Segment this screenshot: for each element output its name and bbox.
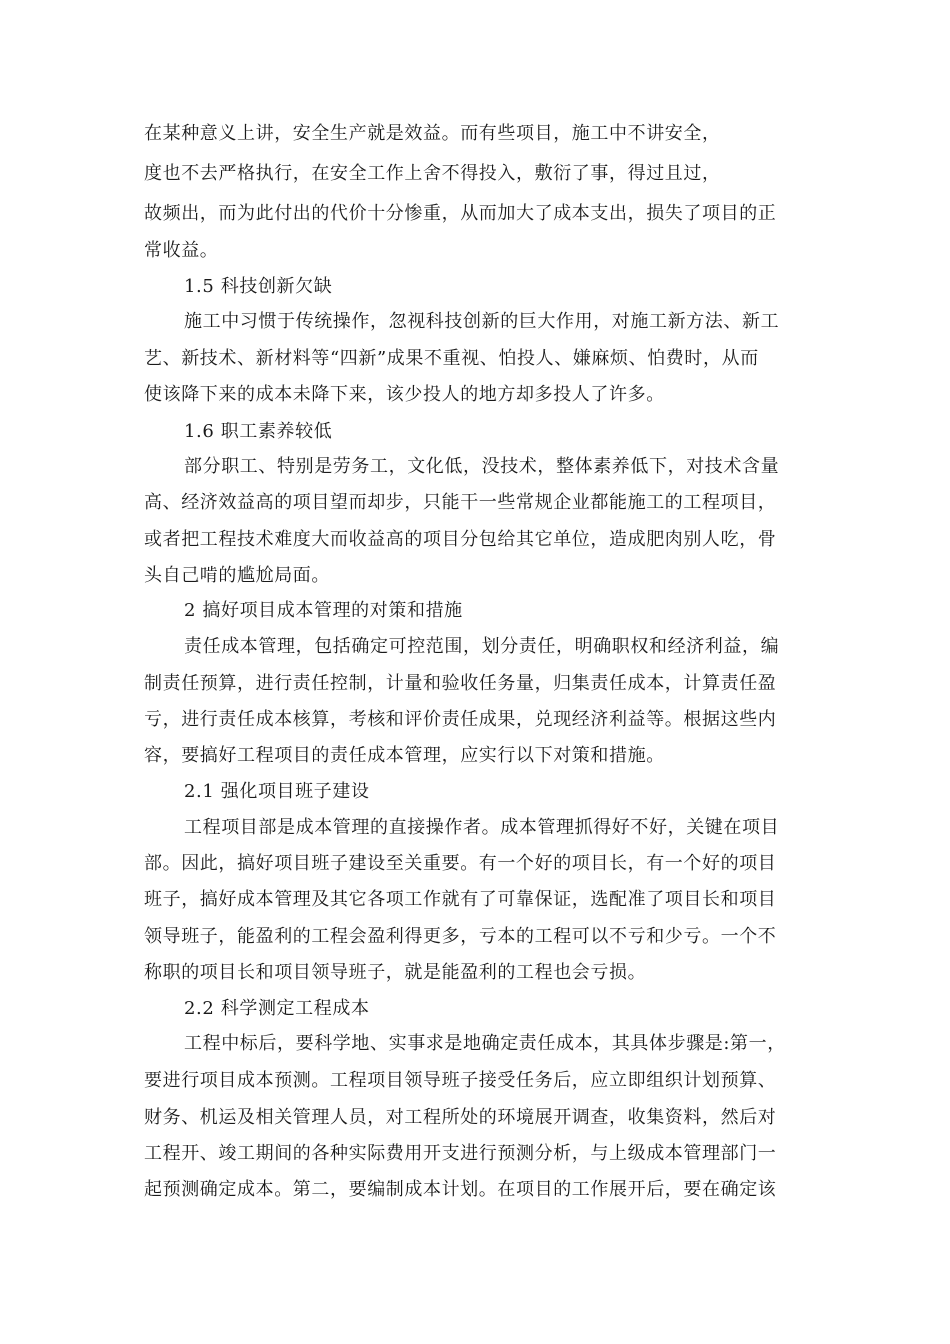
text-line: 常收益。 [144, 240, 219, 261]
text-line: 度也不去严格执行，在安全工作上舍不得投入，敷衍了事，得过且过， [144, 163, 721, 184]
text-line: 工程开、竣工期间的各种实际费用开支进行预测分析，与上级成本管理部门一 [144, 1143, 777, 1164]
text-line: 故频出，而为此付出的代价十分惨重，从而加大了成本支出，损失了项目的正 [144, 203, 777, 224]
section-heading: 2.1 强化项目班子建设 [184, 781, 370, 802]
text-line: 财务、机运及相关管理人员，对工程所处的环境展开调查，收集资料，然后对 [144, 1107, 777, 1128]
text-line: 在某种意义上讲，安全生产就是效益。而有些项目，施工中不讲安全， [144, 123, 721, 144]
text-line: 使该降下来的成本未降下来，该少投人的地方却多投人了许多。 [144, 384, 665, 405]
paragraph-first-line: 工程中标后，要科学地、实事求是地确定责任成本，其具体步骤是:第一， [184, 1033, 786, 1054]
text-line: 艺、新技术、新材料等“四新”成果不重视、怕投人、嫌麻烦、怕费时，从而 [144, 348, 759, 369]
text-line: 班子，搞好成本管理及其它各项工作就有了可靠保证，选配准了项目长和项目 [144, 889, 777, 910]
text-line: 称职的项目长和项目领导班子，就是能盈利的工程也会亏损。 [144, 962, 647, 983]
paragraph-first-line: 工程项目部是成本管理的直接操作者。成本管理抓得好不好，关键在项目 [184, 817, 780, 838]
paragraph-first-line: 责任成本管理，包括确定可控范围，划分责任，明确职权和经济利益，编 [184, 636, 780, 657]
section-heading: 2 搞好项目成本管理的对策和措施 [184, 600, 463, 621]
section-heading: 1.6 职工素养较低 [184, 421, 333, 442]
text-line: 起预测确定成本。第二，要编制成本计划。在项目的工作展开后，要在确定该 [144, 1179, 777, 1200]
section-heading: 2.2 科学测定工程成本 [184, 998, 370, 1019]
paragraph-first-line: 部分职工、特别是劳务工，文化低，没技术，整体素养低下，对技术含量 [184, 456, 780, 477]
text-line: 头自己啃的尴尬局面。 [144, 565, 330, 586]
text-line: 领导班子，能盈利的工程会盈利得更多，亏本的工程可以不亏和少亏。一个不 [144, 926, 777, 947]
text-line: 制责任预算，进行责任控制，计量和验收任务量，归集责任成本，计算责任盈 [144, 673, 777, 694]
text-line: 容，要搞好工程项目的责任成本管理，应实行以下对策和措施。 [144, 745, 665, 766]
text-line: 部。因此，搞好项目班子建设至关重要。有一个好的项目长，有一个好的项目 [144, 853, 777, 874]
text-line: 要进行项目成本预测。工程项目领导班子接受任务后，应立即组织计划预算、 [144, 1070, 777, 1091]
paragraph-first-line: 施工中习惯于传统操作，忽视科技创新的巨大作用，对施工新方法、新工 [184, 311, 780, 332]
section-heading: 1.5 科技创新欠缺 [184, 276, 333, 297]
text-line: 高、经济效益高的项目望而却步，只能干一些常规企业都能施工的工程项目， [144, 492, 777, 513]
text-line: 或者把工程技术难度大而收益高的项目分包给其它单位，造成肥肉别人吃，骨 [144, 529, 777, 550]
text-line: 亏，进行责任成本核算，考核和评价责任成果，兑现经济利益等。根据这些内 [144, 709, 777, 730]
